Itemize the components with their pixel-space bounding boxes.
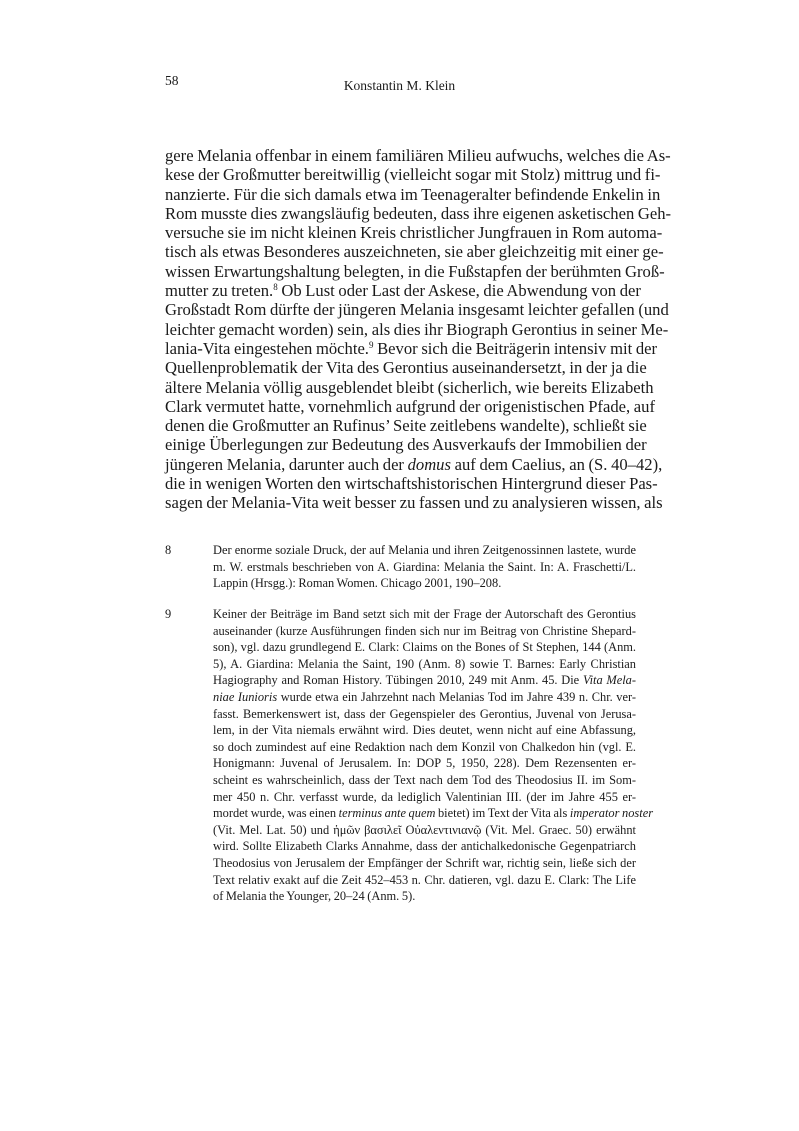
text-span: Der enorme soziale Druck, der auf Melania und ihren Zeitgenossinnen lastete, wurde <box>213 543 636 557</box>
text-line <box>213 772 636 789</box>
text-line <box>213 606 636 623</box>
text-line <box>213 888 636 905</box>
text-span: wurde etwa ein Jahrzehnt nach Melanias Tod im Jahre 439 n. Chr. ver- <box>277 689 637 704</box>
text-line <box>213 872 636 889</box>
text-span: leichter gemacht worden) sein, als dies ihr Biograph Gerontius in seiner Me- <box>165 319 669 339</box>
text-line <box>165 223 663 243</box>
text-span: Theodosius von Jerusalem der Empfänger der Schrift war, richtig sein, ließe sich der <box>213 855 636 870</box>
body-text <box>165 146 672 513</box>
text-span: einige Überlegungen zur Bedeutung des Ausverkaufs der Immobilien der <box>165 435 647 455</box>
italic-text: niae Iunioris <box>213 689 278 704</box>
text-line <box>165 146 671 165</box>
text-span: Text relativ exakt auf die Zeit 452–453 n. Chr. datieren, vgl. dazu E. Clark: The Life <box>213 872 636 887</box>
footnote-8 <box>165 542 636 592</box>
text-span: tisch als etwas Besonderes auszeichneten, sie aber gleichzeitig mit einer ge- <box>165 242 664 262</box>
running-title: Konstantin M. Klein <box>343 78 456 93</box>
text-line <box>165 474 658 494</box>
text-span: so doch zumindest auf eine Redaktion nach dem Konzil von Chalkedon hin (vgl. E. <box>213 739 636 754</box>
text-span: 5), A. Giardina: Melania the Saint, 190 (Anm. 8) sowie T. Barnes: Early Christian <box>213 656 636 671</box>
footnote-ref[interactable]: 8 <box>273 282 278 293</box>
text-span: Keiner der Beiträge im Band setzt sich mit der Frage der Autorschaft des Gerontius <box>213 607 636 621</box>
text-span: versuche sie im nicht kleinen Kreis christlicher Jungfrauen in Rom automa- <box>165 223 663 243</box>
text-line <box>213 623 636 640</box>
text-span: mordet wurde, was einen <box>213 806 339 821</box>
text-line <box>213 755 636 772</box>
text-span: Lappin (Hrsgg.): Roman Women. Chicago 2001, 190–208. <box>213 576 502 591</box>
text-line <box>165 242 664 262</box>
text-line <box>165 165 661 185</box>
text-line <box>213 706 636 723</box>
text-line <box>165 493 663 513</box>
text-line <box>165 416 647 436</box>
text-line <box>165 281 641 301</box>
text-line <box>213 789 636 806</box>
text-line <box>213 639 636 656</box>
text-span: mer 450 n. Chr. verfasst wurde, da lediglich Valentinian III. (der im Jahre 455 er- <box>213 789 636 804</box>
text-span: scheint es wahrscheinlich, dass der Text nach dem Tod des Theodosius II. im Som- <box>213 772 636 787</box>
text-line <box>213 805 654 822</box>
text-span: ältere Melania völlig ausgeblendet bleibt (sicherlich, wie bereits Elizabeth <box>165 377 654 397</box>
page-number: 58 <box>165 73 179 88</box>
text-line <box>165 396 655 416</box>
text-span: jüngeren Melania, darunter auch der <box>165 454 408 474</box>
text-span: son), vgl. dazu grundlegend E. Clark: Claims on the Bones of St Stephen, 144 (Anm. <box>213 640 636 655</box>
text-span: nanzierte. Für die sich damals etwa im Teenageralter befindende Enkelin in <box>165 184 661 204</box>
text-line <box>213 822 636 839</box>
text-line <box>165 261 665 281</box>
italic-text: Vita Mela- <box>582 673 637 688</box>
text-span: auf dem Caelius, an (S. 40–42), <box>450 454 663 474</box>
text-span: lania-Vita eingestehen möchte. <box>165 338 369 358</box>
text-line <box>213 739 636 756</box>
text-line <box>213 838 636 855</box>
text-span: (Vit. Mel. Lat. 50) und ἡμῶν βασιλεῖ Οὐαλεντινιανῷ (Vit. Mel. Graec. 50) erwähnt <box>213 822 636 837</box>
text-span: Bevor sich die Beiträgerin intensiv mit der <box>373 338 658 358</box>
text-span: denen die Großmutter an Rufinus’ Seite zeitlebens wandelte), schließt sie <box>165 416 647 436</box>
footnote-text <box>213 542 636 592</box>
text-line <box>165 300 669 320</box>
italic-text: imperator noster <box>569 806 654 821</box>
text-span: of Melania the Younger, 20–24 (Anm. 5). <box>213 889 416 904</box>
italic-text: terminus ante quem <box>338 806 436 821</box>
text-line <box>165 454 663 474</box>
text-line <box>213 559 636 576</box>
text-line <box>213 656 636 673</box>
footnote-text <box>213 606 654 905</box>
text-line <box>165 184 661 204</box>
text-span: bietet) im Text der Vita als <box>435 806 570 821</box>
text-span: wird. Sollte Elizabeth Clarks Annahme, dass der antichalkedonische Gegenpatriarch <box>213 839 636 854</box>
text-span: Rom musste dies zwangsläufig bedeuten, dass ihre eigenen asketischen Geh- <box>165 203 672 223</box>
footnote-ref[interactable]: 9 <box>368 339 374 350</box>
footnote-number: 9 <box>165 607 172 621</box>
text-line <box>213 672 636 689</box>
text-span: Hagiography and Roman History. Tübingen 2010, 249 mit Anm. 45. Die <box>213 673 583 688</box>
text-span: Quellenproblematik der Vita des Gerontius auseinandersetzt, in der ja die <box>165 358 647 378</box>
italic-text: domus <box>407 454 451 474</box>
text-line <box>165 377 654 397</box>
text-line <box>213 855 636 872</box>
text-span: die in wenigen Worten den wirtschaftshistorischen Hintergrund dieser Pas- <box>165 474 658 494</box>
text-line <box>165 435 647 455</box>
text-span: sagen der Melania-Vita weit besser zu fassen und zu analysieren wissen, als <box>165 493 663 513</box>
text-span: lem, in der Vita niemals erwähnt wird. Dies deutet, wenn nicht auf eine Abfassung, <box>213 723 636 738</box>
text-line <box>213 542 636 559</box>
text-line <box>165 203 672 223</box>
text-span: Clark vermutet hatte, vornehmlich aufgrund der origenistischen Pfade, auf <box>165 396 655 416</box>
text-line <box>165 338 658 358</box>
text-line <box>213 575 636 592</box>
text-span: kese der Großmutter bereitwillig (vielleicht sogar mit Stolz) mittrug und fi- <box>165 165 661 185</box>
text-line <box>213 689 636 706</box>
text-span: Großstadt Rom dürfte der jüngeren Melania insgesamt leichter gefallen (und <box>165 300 669 320</box>
text-span: Ob Lust oder Last der Askese, die Abwendung von der <box>277 281 641 301</box>
text-span: Honigmann: Juvenal of Jerusalem. In: DOP 5, 1950, 228). Dem Rezensenten er- <box>213 756 636 771</box>
text-line <box>165 319 669 339</box>
text-line <box>165 358 647 378</box>
text-span: mutter zu treten. <box>165 281 274 301</box>
text-span: gere Melania offenbar in einem familiären Milieu aufwuchs, welches die As- <box>165 146 671 165</box>
text-span: fasst. Bemerkenswert ist, dass der Gegenspieler des Gerontius, Juvenal von Jerusa- <box>213 706 636 721</box>
text-span: auseinander (kurze Ausführungen finden sich nur im Beitrag von Christine Shepard- <box>213 623 636 638</box>
text-span: wissen Erwartungshaltung belegten, in die Fußstapfen der berühmten Groß- <box>165 261 665 281</box>
footnote-number: 8 <box>165 543 172 557</box>
text-span: m. W. erstmals beschrieben von A. Giardina: Melania the Saint. In: A. Fraschetti/L. <box>213 559 636 574</box>
text-line <box>213 722 636 739</box>
footnote-9 <box>165 606 654 905</box>
